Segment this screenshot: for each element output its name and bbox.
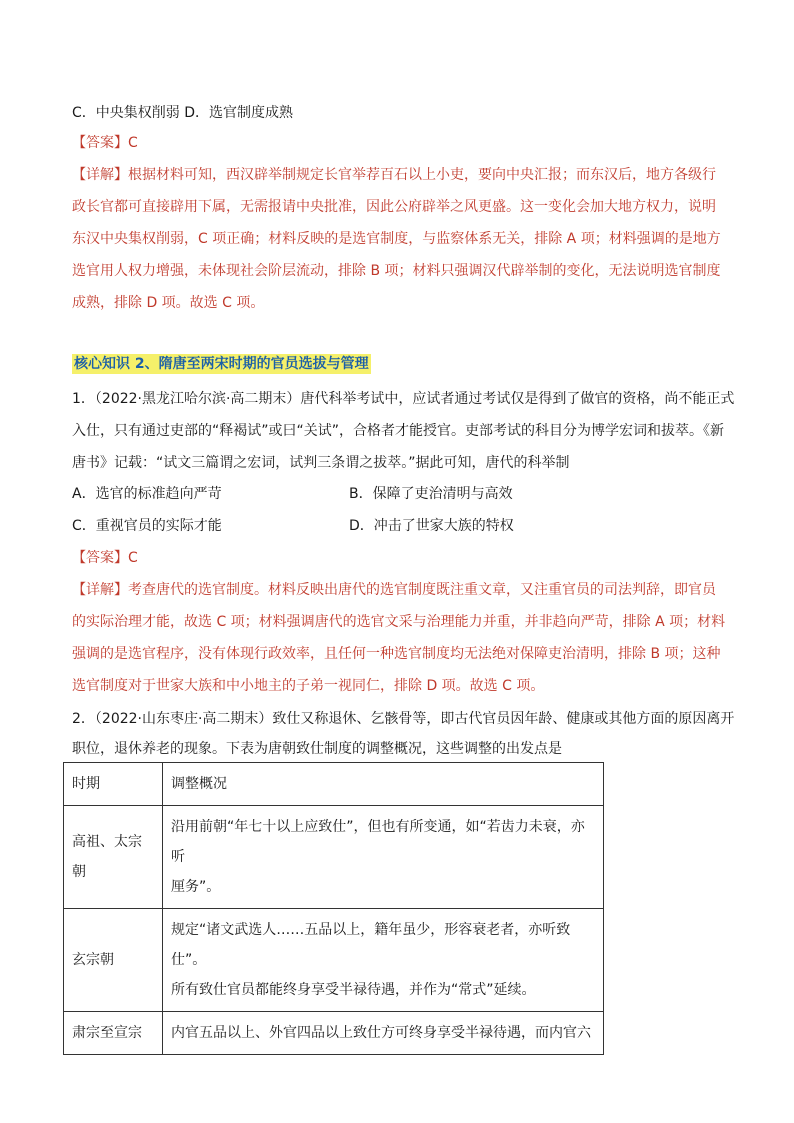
section-heading: 核心知识 2、隋唐至两宋时期的官员选拔与管理	[74, 356, 369, 372]
q1-option-d: D．冲击了世家大族的特权	[349, 518, 514, 534]
table-row	[64, 1012, 604, 1055]
table-header-row	[64, 763, 604, 806]
detail-label: 【详解】	[72, 167, 128, 183]
table-row	[64, 806, 604, 909]
retirement-policy-table	[63, 762, 604, 1055]
prev-options-cd: C．中央集权削弱 D．选官制度成熟	[72, 105, 294, 121]
q1-option-c: C．重视官员的实际才能	[72, 518, 222, 534]
q1-stem-line: 唐书》记载：“试文三篇谓之宏词，试判三条谓之拔萃。”据此可知，唐代的科举制	[72, 455, 570, 471]
table-cell-period: 高祖、太宗朝	[64, 806, 163, 909]
prev-detail-line: 成熟，排除 D 项。故选 C 项。	[72, 295, 265, 311]
answer-label: 【答案】	[72, 135, 128, 151]
table-cell-summary: 内官五品以上、外官四品以上致仕方可终身享受半禄待遇，而内官六	[163, 1012, 604, 1055]
q1-option-a: A．选官的标准趋向严苛	[72, 486, 222, 502]
q2-stem-line: 2．（2022·山东枣庄·高二期末）致仕又称退休、乞骸骨等，即古代官员因年龄、健康或其他方面的原因离开	[72, 711, 735, 727]
table-row	[64, 909, 604, 1012]
table-cell-period: 玄宗朝	[64, 909, 163, 1012]
q2-stem-line: 职位，退休养老的现象。下表为唐朝致仕制度的调整概况，这些调整的出发点是	[72, 741, 562, 757]
q1-option-b: B．保障了吏治清明与高效	[349, 486, 513, 502]
q1-detail-line: 选官制度对于世家大族和中小地主的子弟一视同仁，排除 D 项。故选 C 项。	[72, 678, 545, 694]
q1-detail-line: 【详解】考查唐代的选官制度。材料反映出唐代的选官制度既注重文章，又注重官员的司法判辞，即官员	[72, 582, 716, 598]
answer-label: 【答案】	[72, 550, 128, 566]
prev-detail-line: 【详解】根据材料可知，西汉辟举制规定长官举荐百石以上小吏，要向中央汇报；而东汉后，地方各级行	[72, 167, 716, 183]
detail-label: 【详解】	[72, 582, 128, 598]
table-cell-summary: 沿用前朝“年七十以上应致仕”，但也有所变通，如“若齿力未衰，亦听 厘务”。	[163, 806, 604, 909]
prev-detail-line: 选官用人权力增强，未体现社会阶层流动，排除 B 项；材料只强调汉代辟举制的变化，无法说明选官制度	[72, 263, 721, 279]
q1-answer	[72, 548, 732, 568]
answer-value: C	[128, 135, 138, 151]
prev-detail-line: 东汉中央集权削弱，C 项正确；材料反映的是选官制度，与监察体系无关，排除 A 项；材料强调的是地方	[72, 231, 721, 247]
table-cell-period: 肃宗至宣宗	[64, 1012, 163, 1055]
q1-stem-line: 入仕，只有通过吏部的“释褐试”或曰“关试”，合格者才能授官。吏部考试的科目分为博学宏词和拔萃。《新	[72, 423, 725, 439]
table-header-cell: 调整概况	[163, 763, 604, 806]
table-cell-summary: 规定“诸文武选人……五品以上，籍年虽少，形容衰老者，亦听致仕”。 所有致仕官员都能终身享受半禄待遇，并作为“常式”延续。	[163, 909, 604, 1012]
q1-detail-line: 的实际治理才能，故选 C 项；材料强调唐代的选官文采与治理能力并重，并非趋向严苛，排除 A 项；材料	[72, 614, 726, 630]
q1-detail-line: 强调的是选官程序，没有体现行政效率，且任何一种选官制度均无法绝对保障吏治清明，排除 B 项；这种	[72, 646, 721, 662]
answer-value: C	[128, 550, 138, 566]
prev-answer	[72, 133, 732, 153]
q1-stem-line: 1．（2022·黑龙江哈尔滨·高二期末）唐代科举考试中，应试者通过考试仅是得到了做官的资格，尚不能正式	[72, 391, 735, 407]
prev-detail-line: 政长官都可直接辟用下属，无需报请中央批准，因此公府辟举之风更盛。这一变化会加大地方权力，说明	[72, 199, 716, 215]
table-header-cell: 时期	[64, 763, 163, 806]
